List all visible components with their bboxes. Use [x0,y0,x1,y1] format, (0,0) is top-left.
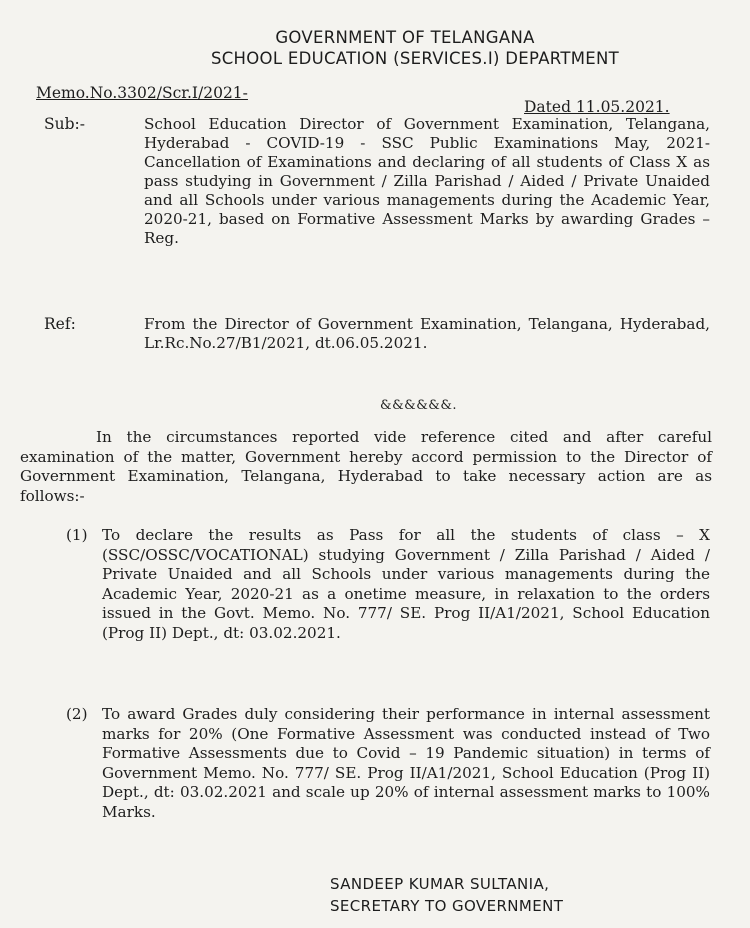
reference-label: Ref: [44,315,76,333]
government-heading: GOVERNMENT OF TELANGANA [275,28,535,47]
item-text: To declare the results as Pass for all the students of class – X (SSC/OSSC/VOCATIONAL) studying Government / Zilla Parishad / Aided / Private Unaided and all Schools under various managements during the Academic Year, 2020-21 as a onetime measure, in relaxation to the orders issued in the Govt. Memo. No. 777/ SE. Prog II/A1/2021, School Education (Prog II) Dept., dt: 03.02.2021. [102,526,710,642]
intro-paragraph: In the circumstances reported vide reference cited and after careful examination of the matter, Government hereby accord permission to the Director of Government Examination, Telangana, Hyderabad to take necessary action are as follows:- [20,428,712,505]
department-heading: SCHOOL EDUCATION (SERVICES.I) DEPARTMENT [210,49,620,68]
section-separator: &&&&&&. [380,398,458,413]
signatory-name: SANDEEP KUMAR SULTANIA, [330,875,550,893]
signatory-title: SECRETARY TO GOVERNMENT [330,897,564,915]
reference-text: From the Director of Government Examination, Telangana, Hyderabad, Lr.Rc.No.27/B1/2021, dt.06.05.2021. [144,315,710,352]
item-number: (2) [66,705,88,723]
memo-date: Dated 11.05.2021. [524,98,670,116]
subject-text: School Education Director of Government Examination, Telangana, Hyderabad - COVID-19 - SSC Public Examinations May, 2021- Cancellation of Examinations and declaring of all students of Class X as pass studying in Government / Zilla Parishad / Aided / Private Unaided and all Schools under various managements during the Academic Year, 2020-21, based on Formative Assessment Marks by awarding Grades – Reg. [144,115,710,247]
item-text: To award Grades duly considering their performance in internal assessment marks for 20% (One Formative Assessment was conducted instead of Two Formative Assessments due to Covid – 19 Pandemic situation) in terms of Government Memo. No. 777/ SE. Prog II/A1/2021, School Education (Prog II) Dept., dt: 03.02.2021 and scale up 20% of internal assessment marks to 100% Marks. [102,705,710,821]
subject-label: Sub:- [44,115,85,133]
item-number: (1) [66,526,88,544]
memo-number: Memo.No.3302/Scr.I/2021- [36,84,248,102]
